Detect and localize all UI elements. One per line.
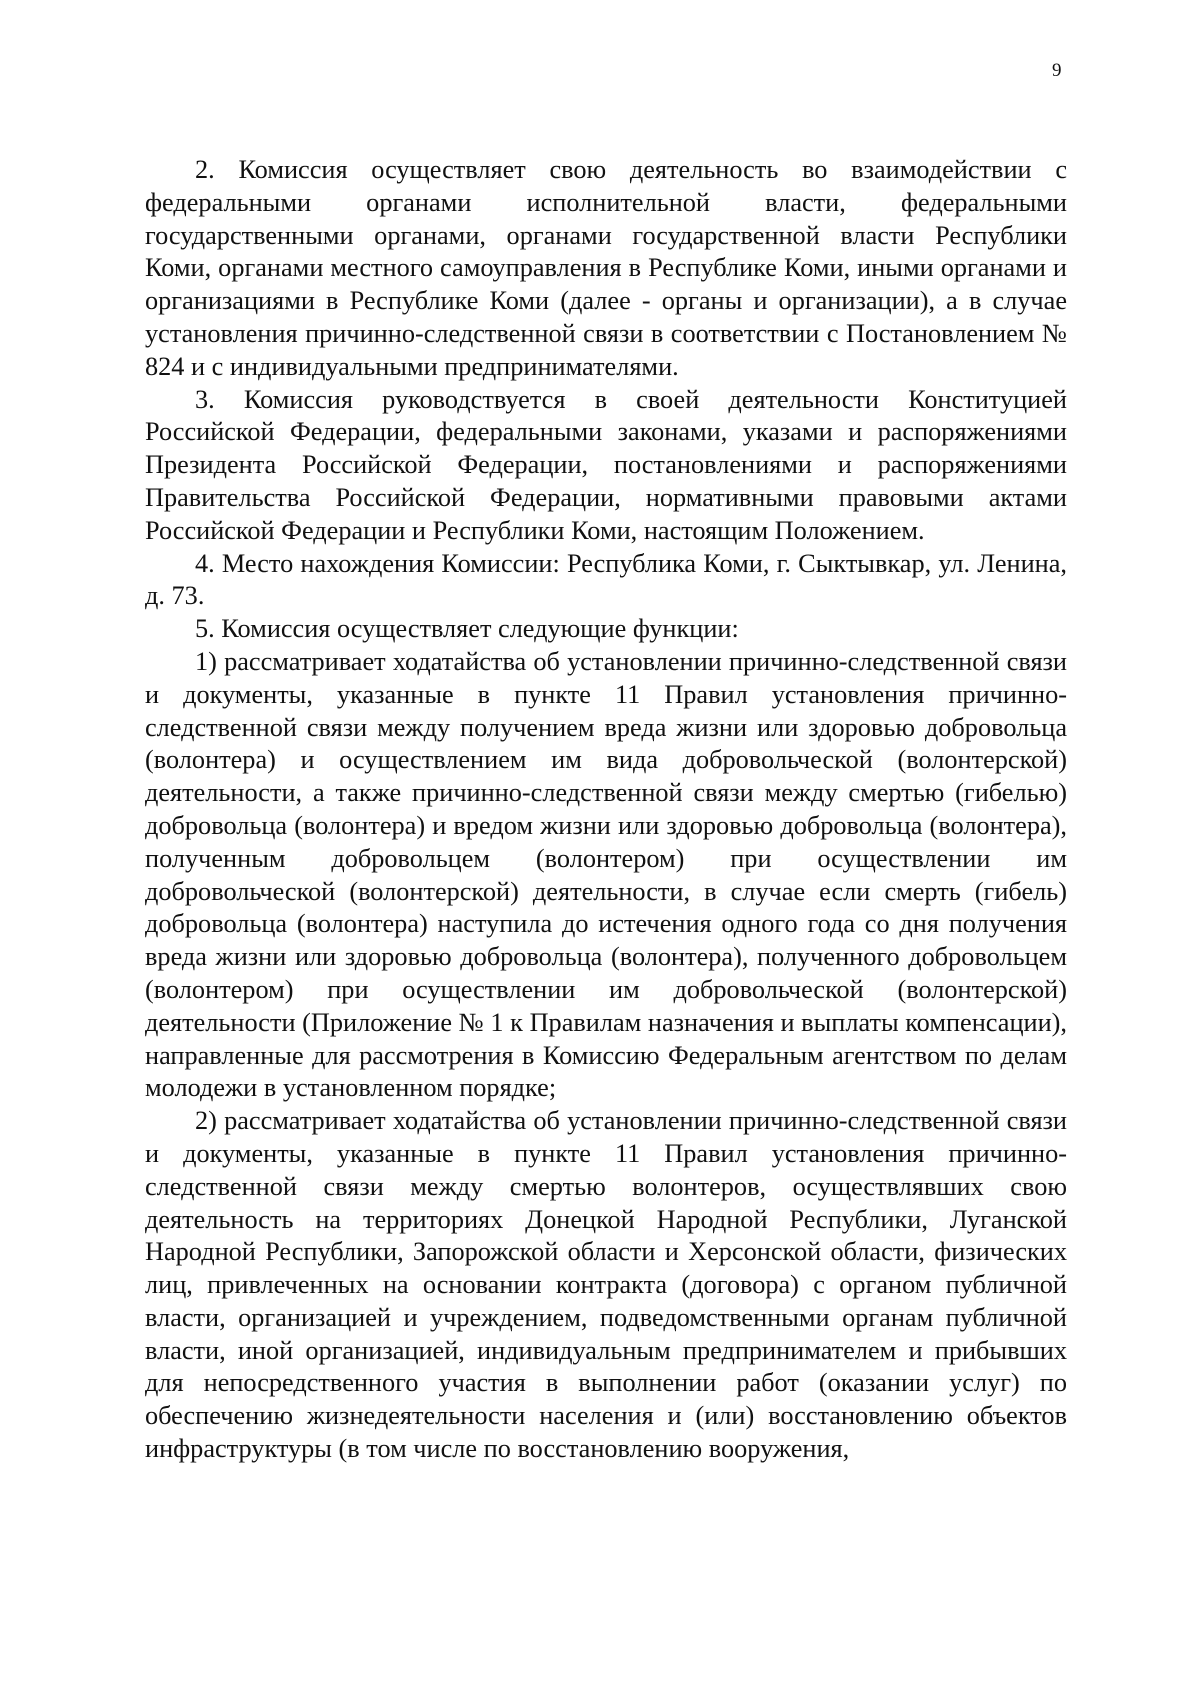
- subparagraph-item-1: 1) рассматривает ходатайства об установлении причинно-следственной связи и документы, указанные в пункте 11 Правил установления причинно-следственной связи между получением вреда жизни или здоровью добровольца (волонтера) и осуществлением им вида добровольческой (волонтерской) деятельности, а также причинно-следственной связи между смертью (гибелью) добровольца (волонтера) и вредом жизни или здоровью добровольца (волонтера), полученным добровольцем (волонтером) при осуществлении им добровольческой (волонтерской) деятельности, в случае если смерть (гибель) добровольца (волонтера) наступила до истечения одного года со дня получения вреда жизни или здоровью добровольца (волонтера), полученного добровольцем (волонтером) при осуществлении им добровольческой (волонтерской) деятельности (Приложение № 1 к Правилам назначения и выплаты компенсации), направленные для рассмотрения в Комиссию Федеральным агентством по делам молодежи в установленном порядке;: [145, 646, 1067, 1103]
- page-number: 9: [1052, 60, 1062, 81]
- paragraph-item-5: 5. Комиссия осуществляет следующие функции:: [195, 614, 739, 644]
- paragraph-item-2: 2. Комиссия осуществляет свою деятельность во взаимодействии с федеральными органами исполнительной власти, федеральными государственными органами, органами государственной власти Республики Коми, органами местного самоуправления в Республике Коми, иными органами и организациями в Республике Коми (далее - органы и организации), а в случае установления причинно-следственной связи в соответствии с Постановлением № 824 и с индивидуальными предпринимателями.: [145, 155, 1067, 381]
- paragraph-item-3: 3. Комиссия руководствуется в своей деятельности Конституцией Российской Федерации, федеральными законами, указами и распоряжениями Президента Российской Федерации, постановлениями и распоряжениями Правительства Российской Федерации, нормативными правовыми актами Российской Федерации и Республики Коми, настоящим Положением.: [145, 384, 1067, 545]
- document-body: [145, 154, 1067, 1466]
- subparagraph-item-2: 2) рассматривает ходатайства об установлении причинно-следственной связи и документы, указанные в пункте 11 Правил установления причинно-следственной связи между смертью волонтеров, осуществлявших свою деятельность на территориях Донецкой Народной Республики, Луганской Народной Республики, Запорожской области и Херсонской области, физических лиц, привлеченных на основании контракта (договора) с органом публичной власти, организацией и учреждением, подведомственными органам публичной власти, иной организацией, индивидуальным предпринимателем и прибывших для непосредственного участия в выполнении работ (оказании услуг) по обеспечению жизнедеятельности населения и (или) восстановлению объектов инфраструктуры (в том числе по восстановлению вооружения,: [145, 1106, 1067, 1464]
- paragraph-item-4: 4. Место нахождения Комиссии: Республика Коми, г. Сыктывкар, ул. Ленина, д. 73.: [145, 548, 1067, 611]
